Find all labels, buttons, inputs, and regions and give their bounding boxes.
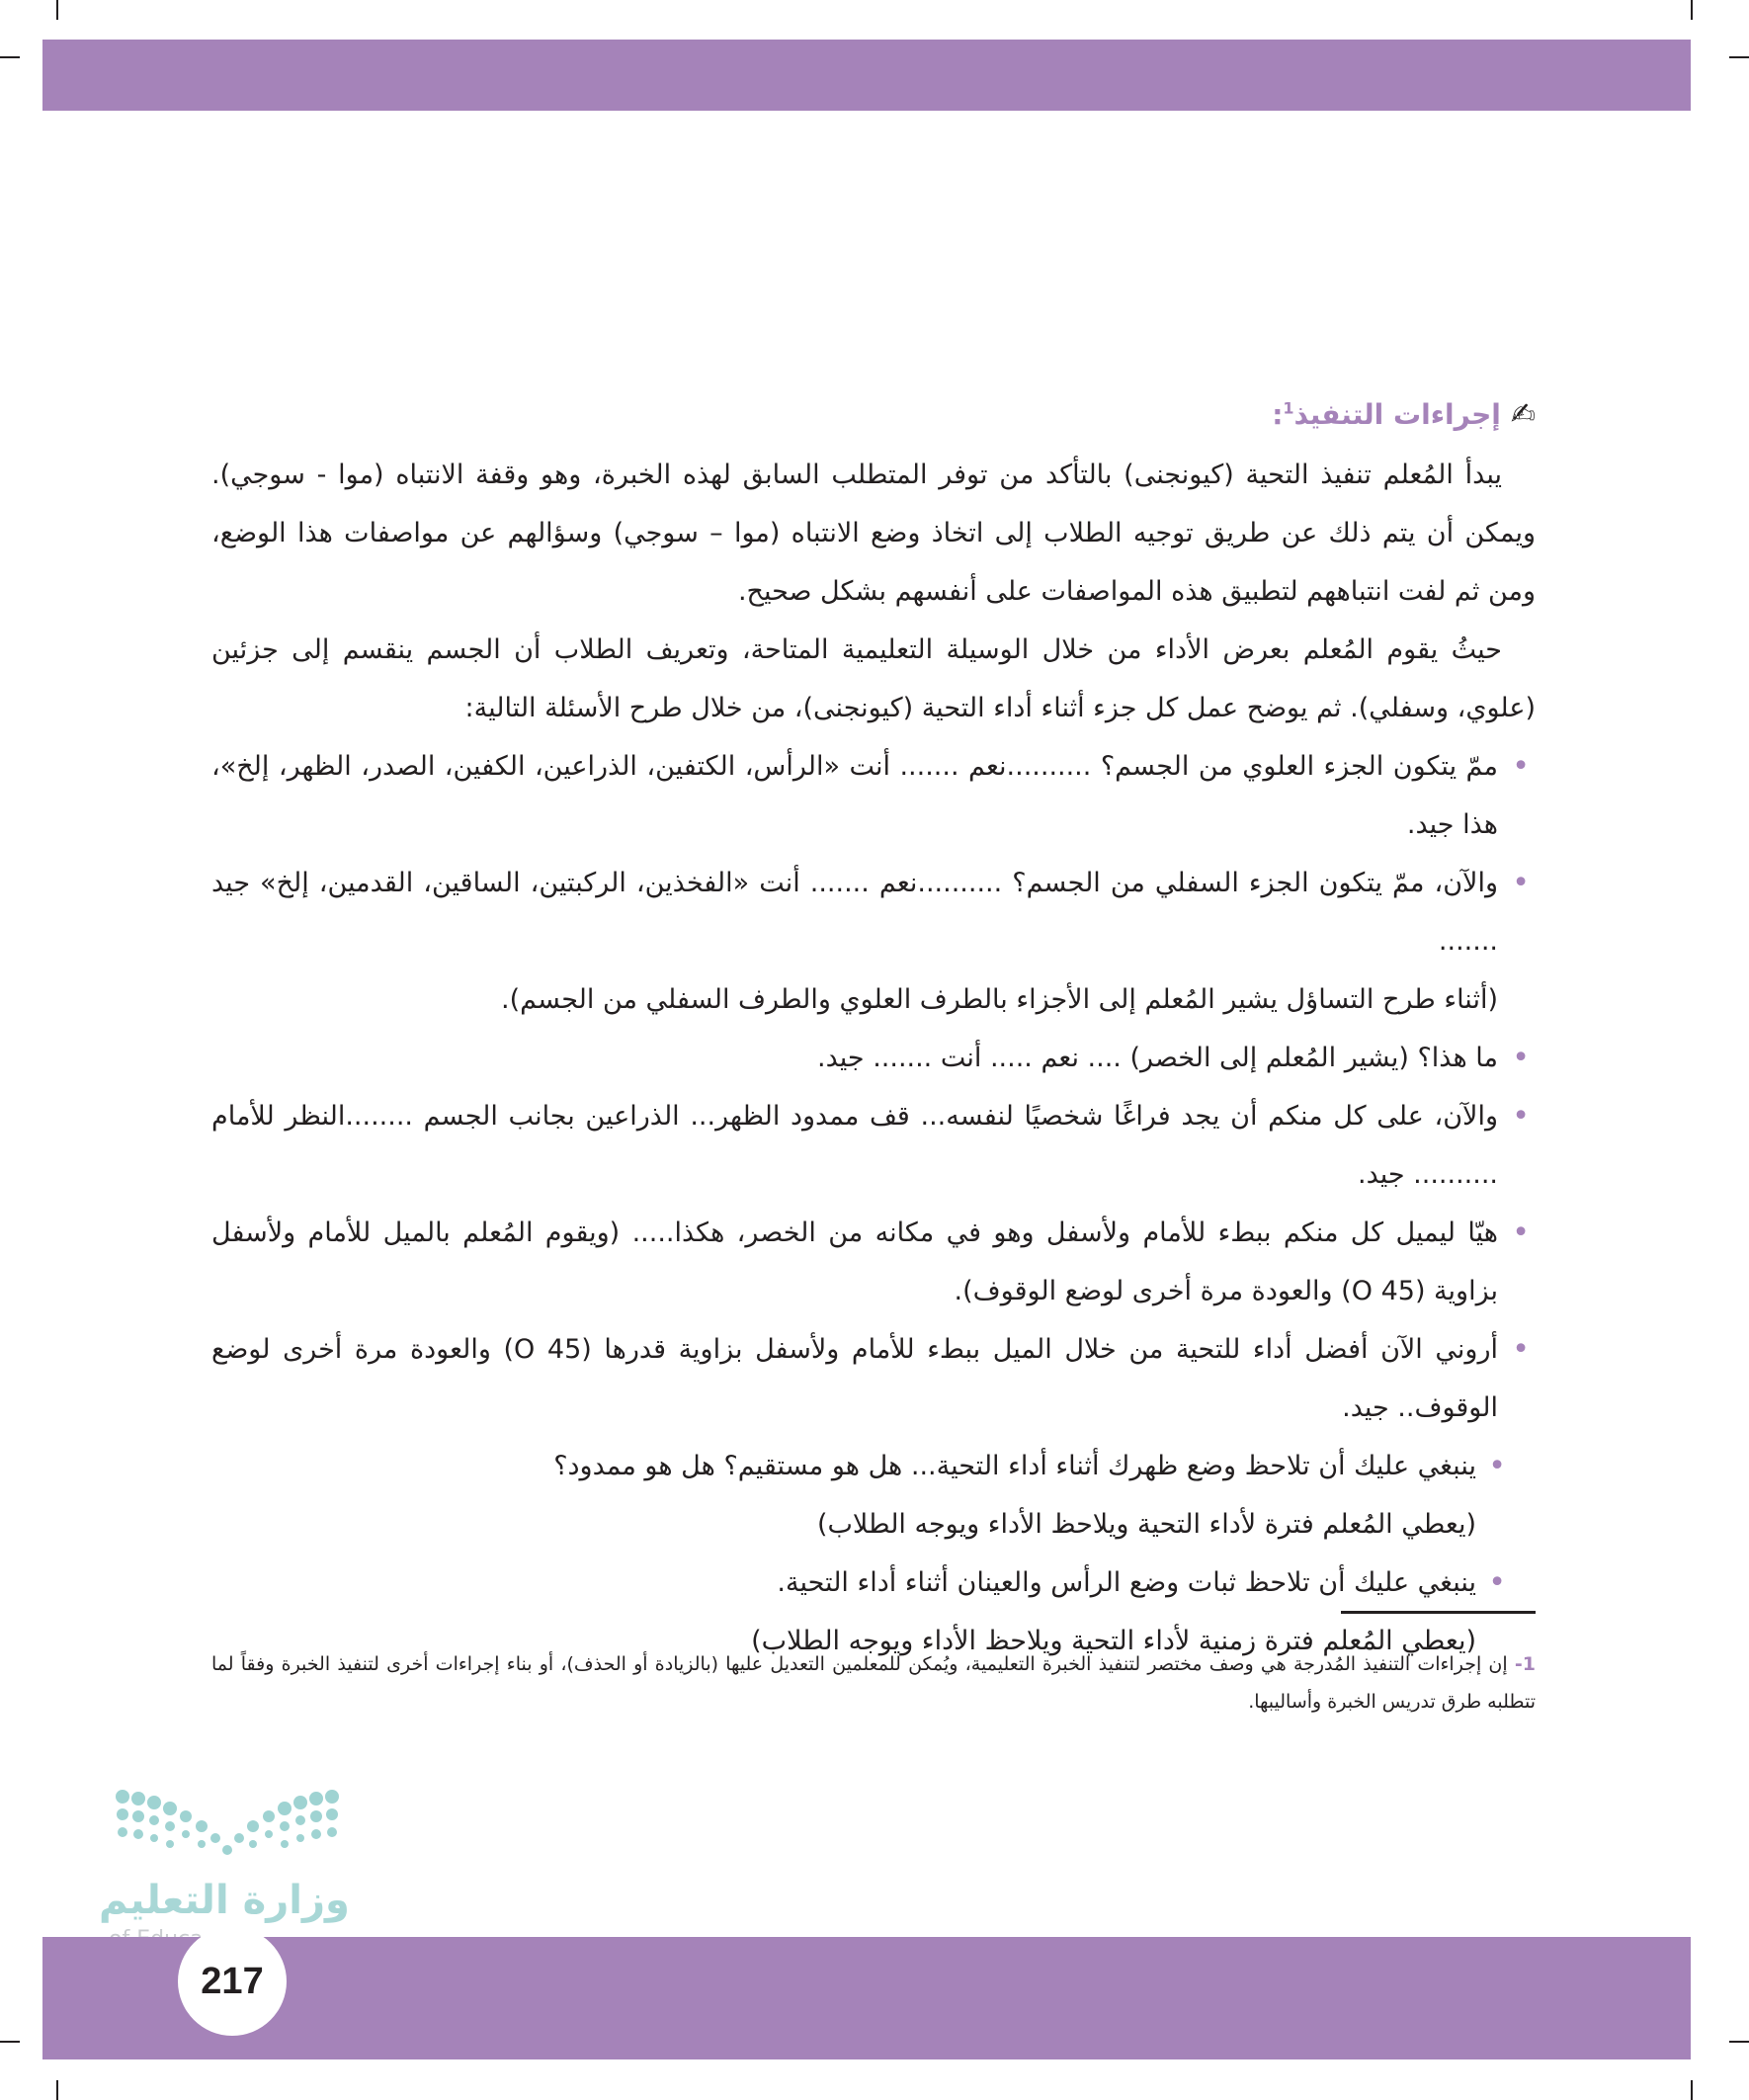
page-number: 217 xyxy=(201,1960,264,2002)
heading-colon: : xyxy=(1272,398,1284,431)
footer-band xyxy=(42,1937,1691,2059)
bullet-icon: • xyxy=(1488,1449,1506,1483)
crop-mark xyxy=(56,0,58,20)
page-number-badge xyxy=(178,1927,287,2036)
list-item: • والآن، ممّ يتكون الجزء السفلي من الجسم؟ ..........نعم ....... أنت «الفخذين، الركبتين، الساقين، القدمين، إلخ» جيد ....... xyxy=(211,854,1536,970)
list-item: • ما هذا؟ (يشير المُعلم إلى الخصر) .... نعم ..... أنت ....... جيد. xyxy=(211,1029,1536,1087)
question-list xyxy=(211,737,1536,1670)
section-heading xyxy=(211,397,1536,432)
list-item: • هيّا ليميل كل منكم ببطء للأمام ولأسفل وهو في مكانه من الخصر، هكذا..... (ويقوم المُعلم بالميل للأمام ولأسفل بزاوية (45 O) والعودة مرة أخرى لوضع الوقوف). xyxy=(211,1204,1536,1320)
ministry-logo-text: وزارة التعليم xyxy=(99,1878,350,1923)
footnote xyxy=(211,1645,1536,1721)
teacher-note: (يعطي المُعلم فترة لأداء التحية ويلاحظ الأداء ويوجه الطلاب) xyxy=(816,1509,1476,1540)
crop-mark xyxy=(1691,0,1693,20)
list-item: • ينبغي عليك أن تلاحظ ثبات وضع الرأس والعينان أثناء أداء التحية. xyxy=(211,1554,1536,1612)
paragraph-2: حيثُ يقوم المُعلم بعرض الأداء من خلال الوسيلة التعليمية المتاحة، وتعريف الطلاب أن الجسم ينقسم إلى جزئين (علوي، وسفلي). ثم يوضح عمل كل جزء أثناء أداء التحية (كيونجنى)، من خلال طرح الأسئلة التالية: xyxy=(211,634,1536,723)
pen-writing-icon: ✍ xyxy=(1510,397,1536,432)
footnote-text: إن إجراءات التنفيذ المُدرجة هي وصف مختصر لتنفيذ الخبرة التعليمية، ويُمكن للمعلمين التعديل عليها (بالزيادة أو الحذف)، أو بناء إجراءات أخرى لتنفيذ الخبرة وفقاً لما تتطلبه طرق تدريس الخبرة وأساليبها. xyxy=(211,1653,1536,1713)
crop-mark xyxy=(1729,2041,1749,2043)
list-item: • أروني الآن أفضل أداء للتحية من خلال الميل ببطء للأمام ولأسفل بزاوية قدرها (45 O) والعودة مرة أخرى لوضع الوقوف.. جيد. xyxy=(211,1320,1536,1437)
crop-mark xyxy=(1729,56,1749,58)
heading-text: إجراءات التنفيذ xyxy=(1293,398,1501,431)
list-item: • ممّ يتكون الجزء العلوي من الجسم؟ ..........نعم ....... أنت «الرأس، الكتفين، الذراعين، الكفين، الصدر، الظهر، إلخ»، هذا جيد. xyxy=(211,737,1536,854)
bullet-icon: • xyxy=(1512,1041,1530,1075)
crop-mark xyxy=(0,56,20,58)
paragraph-1: يبدأ المُعلم تنفيذ التحية (كيونجنى) بالتأكد من توفر المتطلب السابق لهذه الخبرة، وهو وقفة الانتباه (موا - سوجي). ويمكن أن يتم ذلك عن طريق توجيه الطلاب إلى اتخاذ وضع الانتباه (موا – سوجي) وسؤالهم عن مواصفات هذا الوضع، ومن ثم لفت انتباههم لتطبيق هذه المواصفات على أنفسهم بشكل صحيح. xyxy=(211,460,1536,607)
bullet-icon: • xyxy=(1512,866,1530,900)
bullet-icon: • xyxy=(1512,1332,1530,1367)
bullet-icon: • xyxy=(1512,749,1530,784)
teacher-note: (أثناء طرح التساؤل يشير المُعلم إلى الأجزاء بالطرف العلوي والطرف السفلي من الجسم). xyxy=(501,984,1498,1015)
list-item: • ينبغي عليك أن تلاحظ وضع ظهرك أثناء أداء التحية... هل هو مستقيم؟ هل هو ممدود؟ xyxy=(211,1437,1536,1495)
bullet-icon: • xyxy=(1512,1099,1530,1134)
main-content xyxy=(211,397,1536,1670)
bullet-icon: • xyxy=(1488,1565,1506,1600)
bullet-icon: • xyxy=(1512,1216,1530,1250)
footnote-divider xyxy=(1341,1611,1536,1614)
heading-footnote-marker: 1 xyxy=(1283,398,1294,418)
crop-mark xyxy=(0,2041,20,2043)
crop-mark xyxy=(1691,2080,1693,2100)
teacher-note: (يعطي المُعلم فترة زمنية لأداء التحية ويلاحظ الأداء ويوجه الطلاب) xyxy=(751,1626,1476,1656)
crop-mark xyxy=(56,2080,58,2100)
header-band xyxy=(42,40,1691,111)
list-item: • والآن، على كل منكم أن يجد فراغًا شخصيًا لنفسه... قف ممدود الظهر... الذراعين بجانب الجسم ........النظر للأمام .......... جيد. xyxy=(211,1087,1536,1204)
footnote-number: 1- xyxy=(1514,1653,1536,1675)
